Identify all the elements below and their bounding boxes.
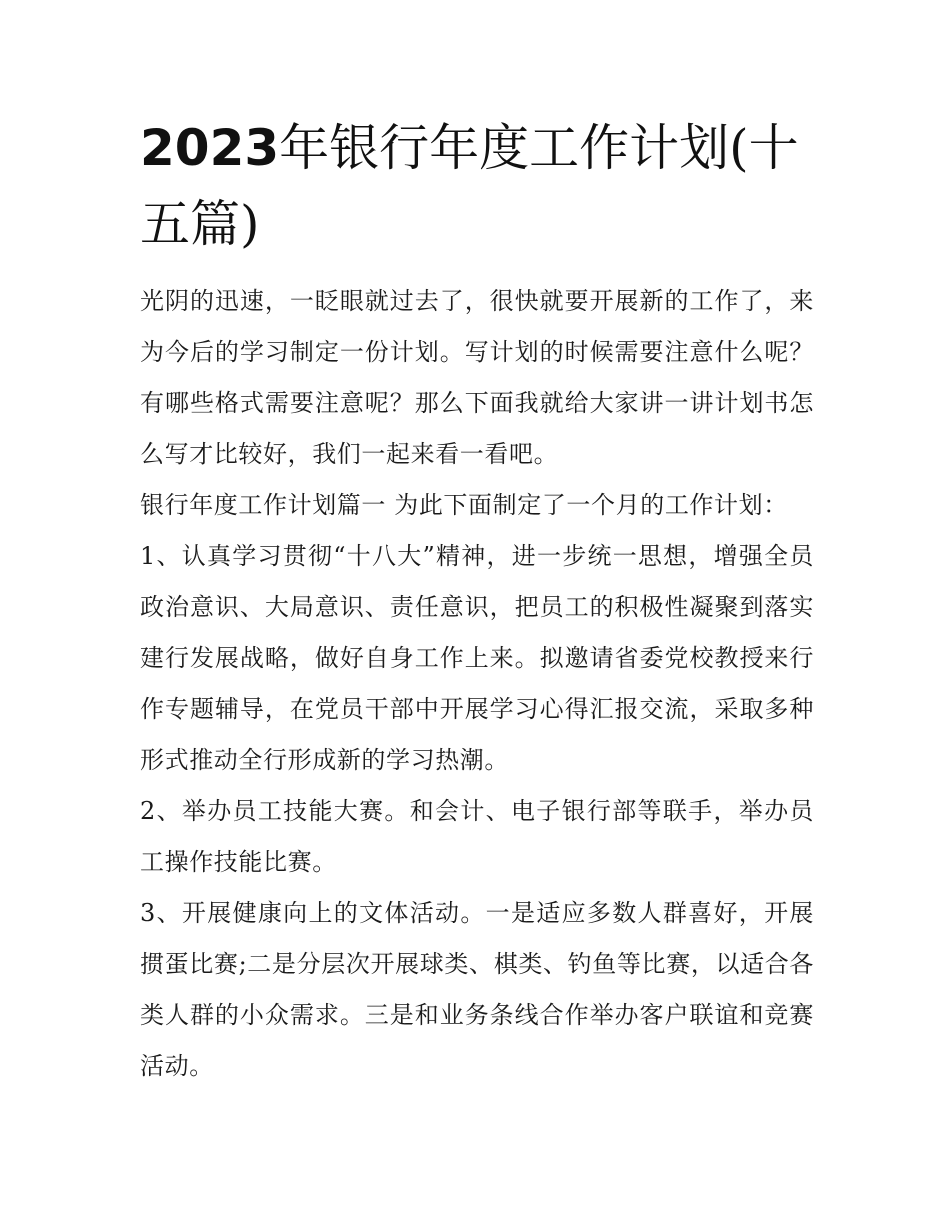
item-3-paragraph: 3、开展健康向上的文体活动。一是适应多数人群喜好，开展掼蛋比赛;二是分层次开展球类、棋类、钓鱼等比赛，以适合各类人群的小众需求。三是和业务条线合作举办客户联谊和竞赛活动。 bbox=[140, 899, 814, 1080]
title-year: 2023 bbox=[140, 119, 280, 177]
title-text: 年银行年度工作计划(十五篇) bbox=[140, 119, 799, 253]
document-title bbox=[140, 110, 814, 262]
item-1-paragraph: 1、认真学习贯彻“十八大”精神，进一步统一思想，增强全员政治意识、大局意识、责任意识，把员工的积极性凝聚到落实建行发展战略，做好自身工作上来。拟邀请省委党校教授来行作专题辅导，在党员干部中开展学习心得汇报交流，采取多种形式推动全行形成新的学习热潮。 bbox=[140, 542, 814, 774]
intro-paragraph: 光阴的迅速，一眨眼就过去了，很快就要开展新的工作了，来为今后的学习制定一份计划。写计划的时候需要注意什么呢？有哪些格式需要注意呢？那么下面我就给大家讲一讲计划书怎么写才比较好，我们一起来看一看吧。 bbox=[140, 287, 814, 468]
item-2-paragraph: 2、举办员工技能大赛。和会计、电子银行部等联手，举办员工操作技能比赛。 bbox=[140, 797, 814, 876]
section-heading-paragraph: 银行年度工作计划篇一 为此下面制定了一个月的工作计划： bbox=[140, 491, 788, 519]
